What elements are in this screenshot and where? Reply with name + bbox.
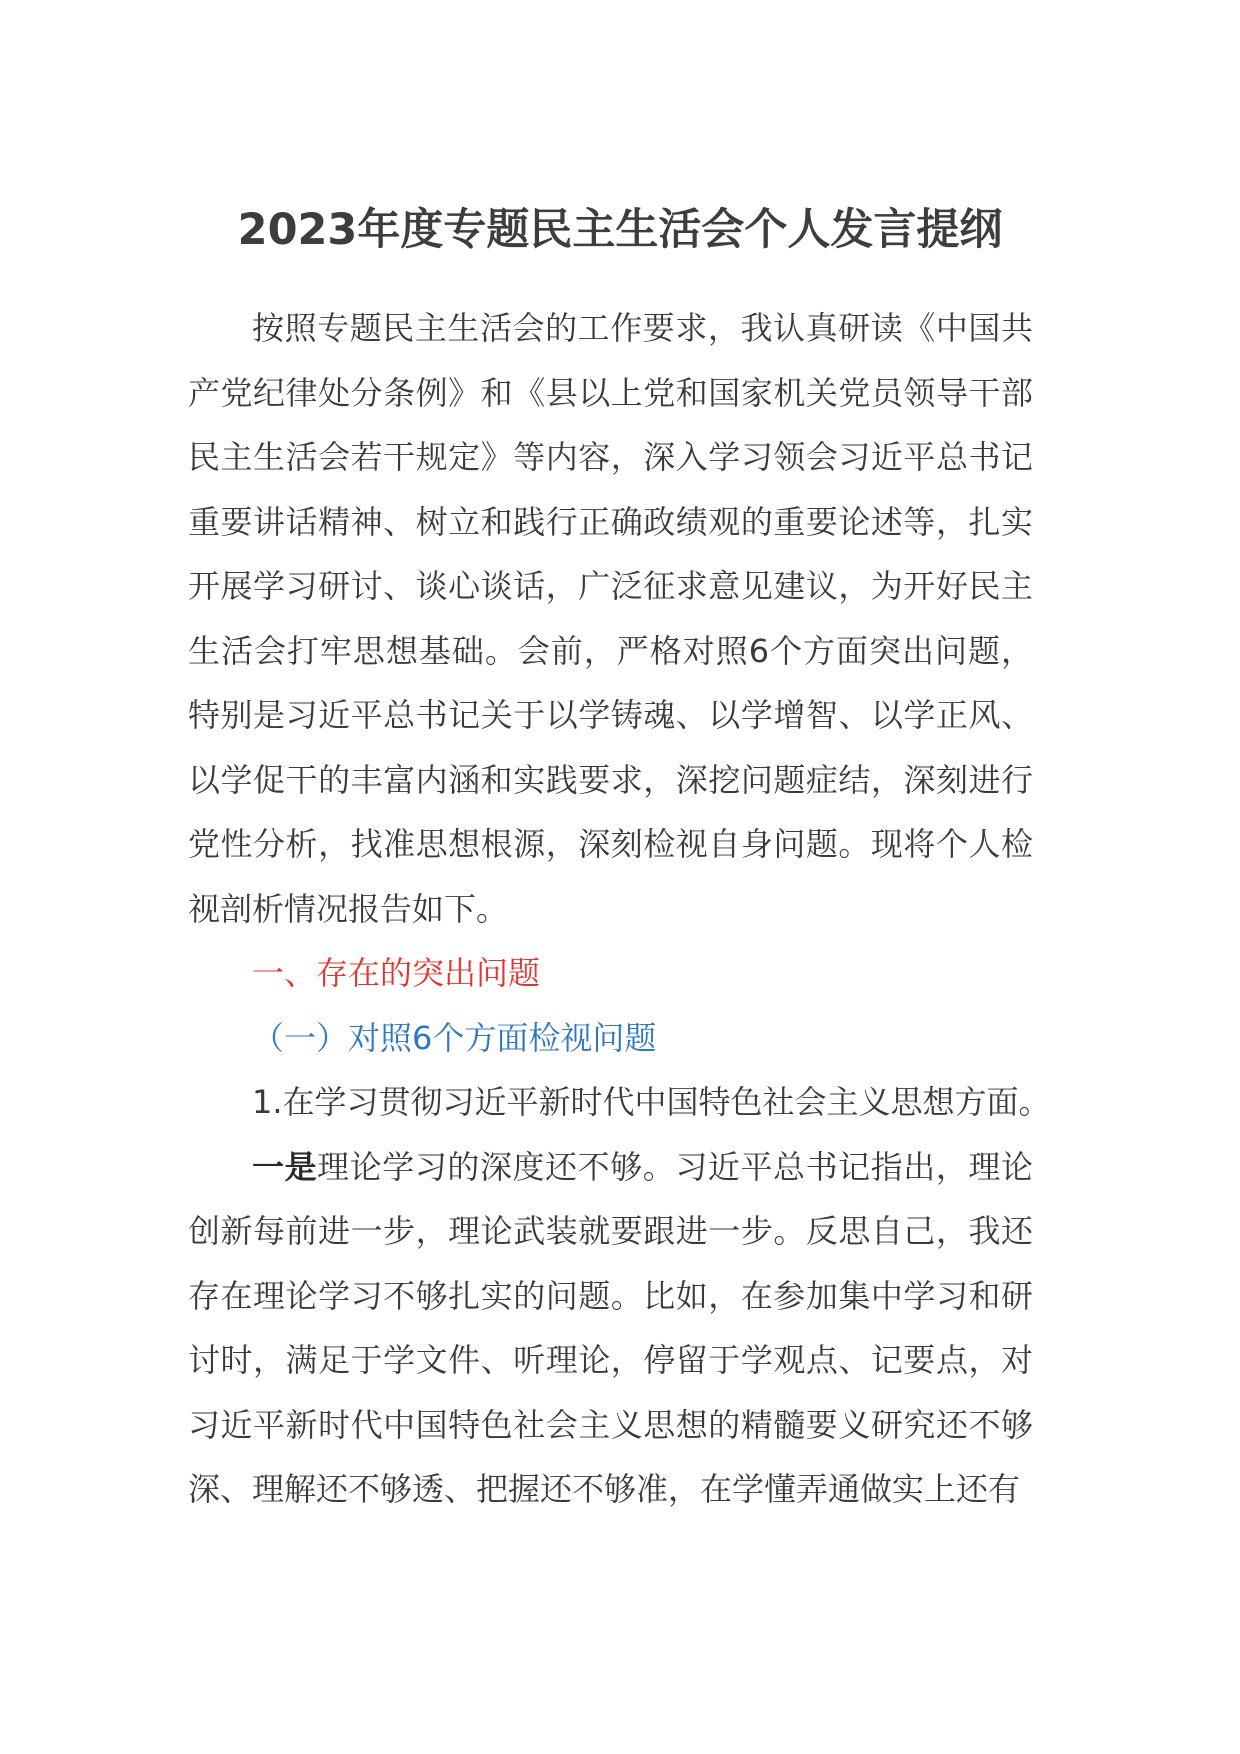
point-text: 理论学习的深度还不够。习近平总书记指出，理论创新每前进一步，理论武装就要跟进一步。反思自己，我还存在理论学习不够扎实的问题。比如，在参加集中学习和研讨时，满足于学文件、听理论，停留于学观点、记要点，对习近平新时代中国特色社会主义思想的精髓要义研究还不够深、理解还不够透、把握还不够准，在学懂弄通做实上还有	[188, 1147, 1033, 1508]
document-body	[188, 296, 1051, 1522]
item-heading: 1.在学习贯彻习近平新时代中国特色社会主义思想方面。	[252, 1083, 1051, 1121]
subsection-heading: （一）对照6个方面检视问题	[252, 1018, 657, 1057]
point-lead: 一是	[252, 1147, 318, 1186]
point-paragraph	[188, 1135, 1033, 1522]
section-heading: 一、存在的突出问题	[252, 954, 541, 992]
intro-paragraph: 按照专题民主生活会的工作要求，我认真研读《中国共产党纪律处分条例》和《县以上党和国家机关党员领导干部民主生活会若干规定》等内容，深入学习领会习近平总书记重要讲话精神、树立和践行正确政绩观的重要论述等，扎实开展学习研讨、谈心谈话，广泛征求意见建议，为开好民主生活会打牢思想基础。会前，严格对照6个方面突出问题，特别是习近平总书记关于以学铸魂、以学增智、以学正风、以学促干的丰富内涵和实践要求，深挖问题症结，深刻进行党性分析，找准思想根源，深刻检视自身问题。现将个人检视剖析情况报告如下。	[188, 309, 1033, 928]
document-title: 2023年度专题民主生活会个人发言提纲	[237, 205, 1003, 255]
